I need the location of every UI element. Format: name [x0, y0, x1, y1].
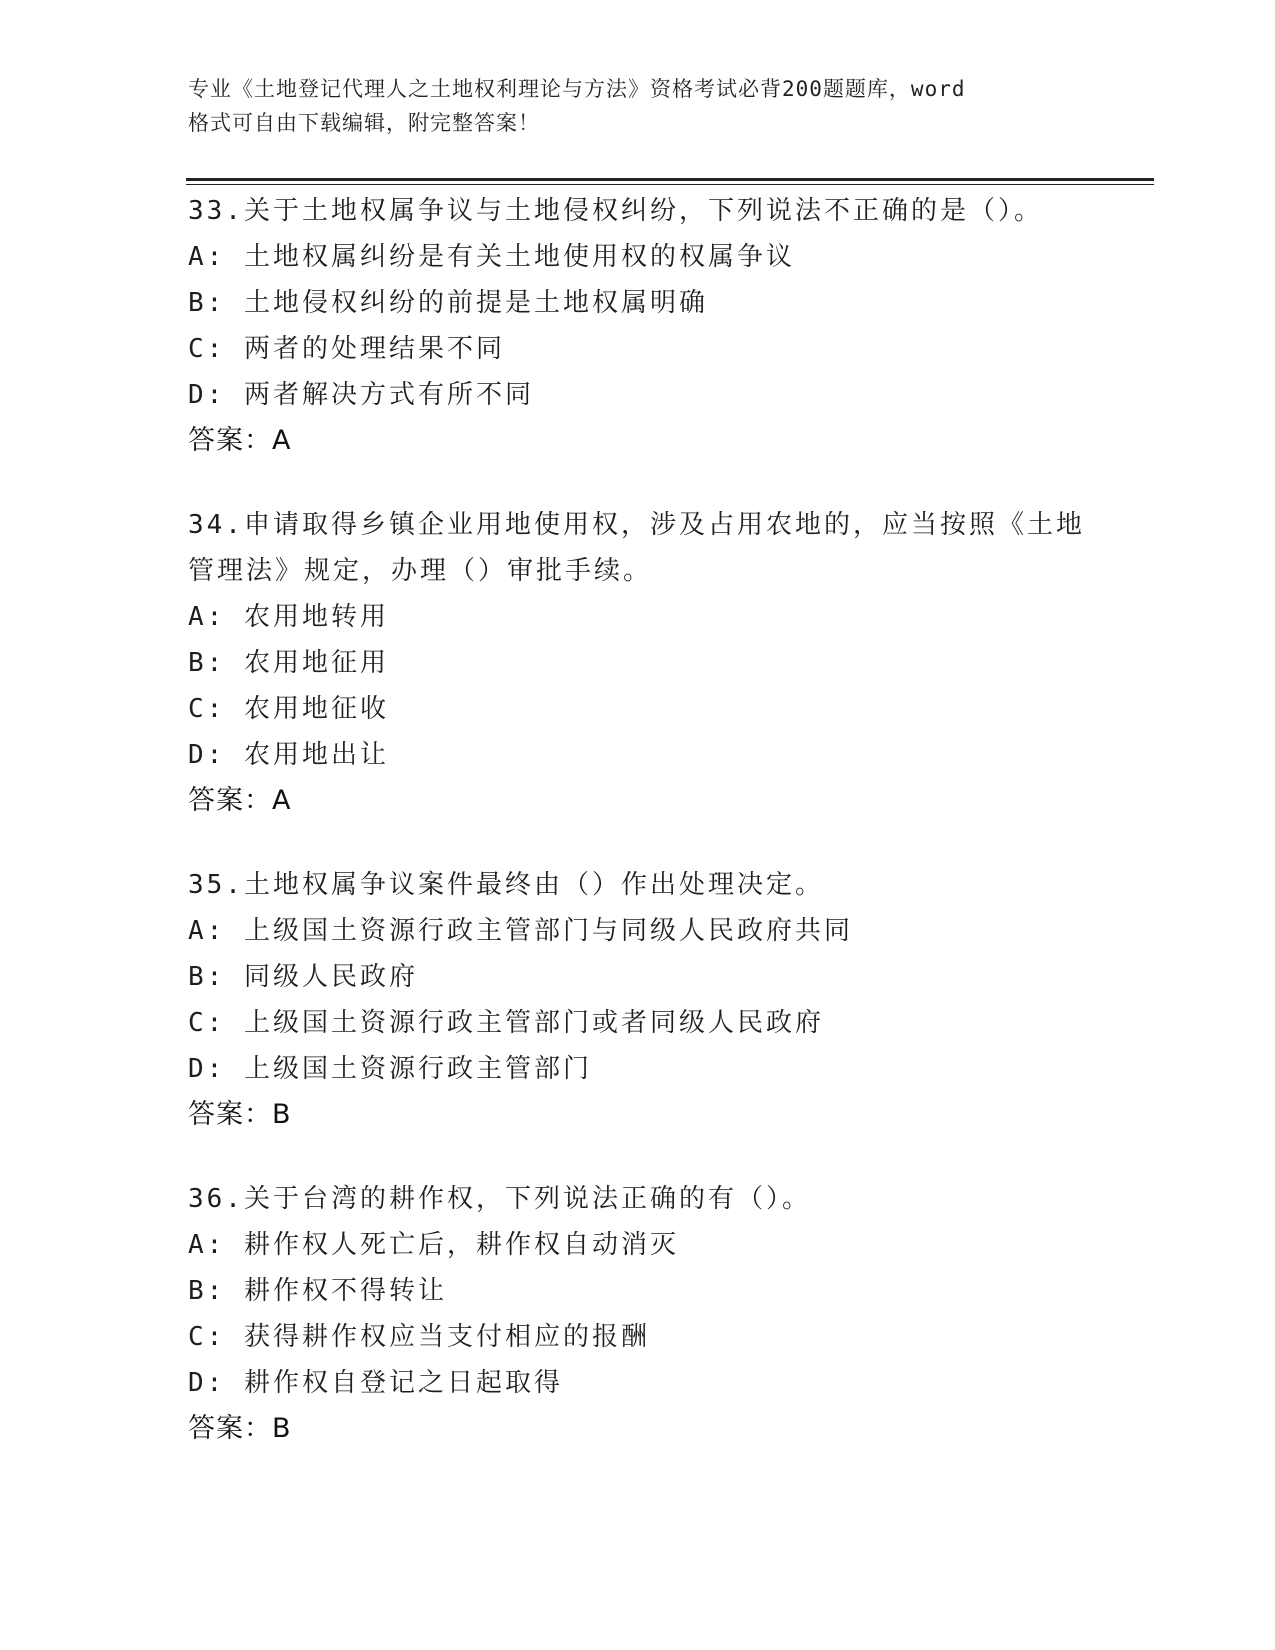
header-divider-thin — [186, 184, 1154, 185]
answer: 答案：B — [188, 1099, 292, 1130]
answer: 答案：A — [188, 785, 292, 816]
question-36 — [188, 1176, 1088, 1452]
header-title-line-2: 格式可自由下载编辑，附完整答案！ — [188, 111, 540, 135]
answer: 答案：B — [188, 1413, 292, 1444]
option-a: A: 农用地转用 — [188, 602, 389, 632]
option-b: B: 农用地征用 — [188, 648, 389, 678]
option-a: A: 耕作权人死亡后，耕作权自动消灭 — [188, 1230, 679, 1260]
option-a: A: 土地权属纠纷是有关土地使用权的权属争议 — [188, 242, 795, 272]
option-b: B: 耕作权不得转让 — [188, 1276, 447, 1306]
question-34 — [188, 502, 1088, 824]
option-d: D: 耕作权自登记之日起取得 — [188, 1368, 563, 1398]
question-stem: 36.关于台湾的耕作权，下列说法正确的有（）。 — [188, 1184, 811, 1214]
document-header — [188, 72, 1068, 140]
question-stem: 35.土地权属争议案件最终由（）作出处理决定。 — [188, 870, 824, 900]
option-c: C: 上级国土资源行政主管部门或者同级人民政府 — [188, 1008, 824, 1038]
option-a: A: 上级国土资源行政主管部门与同级人民政府共同 — [188, 916, 853, 946]
header-title-line-1: 专业《土地登记代理人之土地权利理论与方法》资格考试必背200题题库，word — [188, 77, 966, 101]
header-divider-thick — [186, 178, 1154, 181]
option-b: B: 土地侵权纠纷的前提是土地权属明确 — [188, 288, 708, 318]
question-stem: 33.关于土地权属争议与土地侵权纠纷，下列说法不正确的是（）。 — [188, 196, 1043, 226]
option-d: D: 农用地出让 — [188, 740, 389, 770]
option-c: C: 获得耕作权应当支付相应的报酬 — [188, 1322, 650, 1352]
option-c: C: 两者的处理结果不同 — [188, 334, 505, 364]
answer: 答案：A — [188, 425, 292, 456]
option-c: C: 农用地征收 — [188, 694, 389, 724]
option-d: D: 上级国土资源行政主管部门 — [188, 1054, 592, 1084]
question-stem: 34.申请取得乡镇企业用地使用权，涉及占用农地的，应当按照《土地管理法》规定，办理（）审批手续。 — [188, 510, 1085, 586]
question-list — [188, 188, 1088, 1490]
option-d: D: 两者解决方式有所不同 — [188, 380, 534, 410]
question-35 — [188, 862, 1088, 1138]
option-b: B: 同级人民政府 — [188, 962, 418, 992]
question-33 — [188, 188, 1088, 464]
